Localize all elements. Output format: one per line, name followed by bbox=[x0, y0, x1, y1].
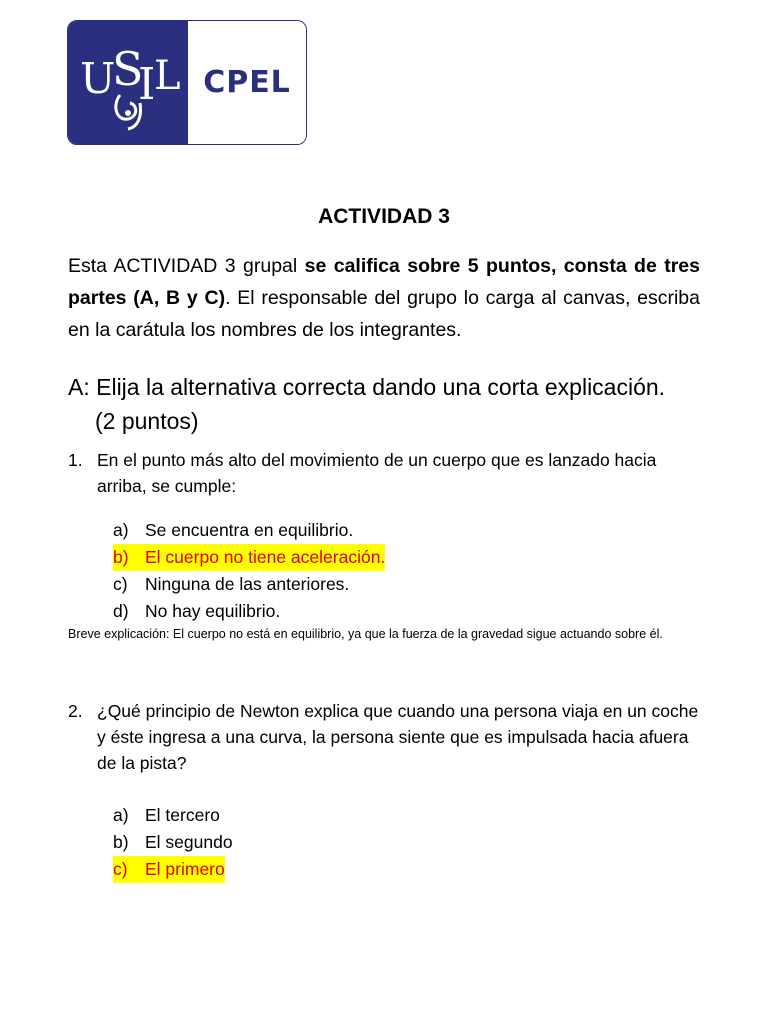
intro-text-1: Esta ACTIVIDAD 3 grupal bbox=[68, 255, 305, 277]
option-text: El cuerpo no tiene aceleración. bbox=[145, 547, 386, 567]
question-text: ¿Qué principio de Newton explica que cuando una persona viaja en un coche y éste ingresa a una curva, la persona siente que es impulsada hacia afuera de la pista? bbox=[97, 701, 699, 773]
question-1 bbox=[68, 447, 708, 499]
question-1-options bbox=[113, 517, 385, 625]
question-1-explanation: Breve explicación: El cuerpo no está en equilibrio, ya que la fuerza de la gravedad sigue actuando sobre él. bbox=[68, 627, 663, 641]
question-2 bbox=[68, 698, 708, 776]
option-c-highlighted bbox=[113, 856, 225, 883]
option-text: El tercero bbox=[145, 805, 220, 825]
option-text: El segundo bbox=[145, 832, 233, 852]
option-b bbox=[113, 829, 233, 856]
svg-text:S: S bbox=[112, 42, 144, 96]
svg-text:U: U bbox=[80, 54, 116, 103]
option-b-highlighted bbox=[113, 544, 385, 571]
option-text: Ninguna de las anteriores. bbox=[145, 574, 350, 594]
section-a-heading bbox=[68, 370, 708, 438]
cpel-wordmark bbox=[188, 21, 306, 144]
intro-text-bold: se califica sobre 5 puntos, consta de tres partes (A, B y C) bbox=[68, 255, 700, 309]
option-letter: c) bbox=[113, 859, 128, 879]
option-letter: a) bbox=[113, 805, 129, 825]
option-c bbox=[113, 571, 349, 598]
page-title: ACTIVIDAD 3 bbox=[318, 205, 450, 228]
option-letter: b) bbox=[113, 547, 129, 567]
option-letter: c) bbox=[113, 574, 128, 594]
option-letter: d) bbox=[113, 601, 129, 621]
option-a bbox=[113, 517, 353, 544]
option-text: Se encuentra en equilibrio. bbox=[145, 520, 354, 540]
usil-cpel-logo bbox=[67, 20, 307, 145]
question-text: En el punto más alto del movimiento de un cuerpo que es lanzado hacia arriba, se cumple: bbox=[97, 450, 657, 496]
option-text: El primero bbox=[145, 859, 225, 879]
section-a-line1: A: Elija la alternativa correcta dando una corta explicación. bbox=[68, 374, 666, 400]
question-2-options bbox=[113, 802, 233, 883]
section-a-points: (2 puntos) bbox=[95, 408, 199, 434]
option-letter: a) bbox=[113, 520, 129, 540]
svg-text:L: L bbox=[154, 53, 181, 99]
svg-text:I: I bbox=[138, 59, 156, 110]
intro-text-2: . El responsable del grupo lo carga al canvas, escriba en la carátula los nombres de los integrantes. bbox=[68, 287, 700, 341]
intro-paragraph bbox=[68, 250, 700, 346]
usil-monogram-icon bbox=[68, 21, 188, 145]
question-number: 1. bbox=[68, 450, 83, 470]
option-a bbox=[113, 802, 220, 829]
usil-logo-mark bbox=[68, 21, 188, 144]
option-letter: b) bbox=[113, 832, 129, 852]
option-d bbox=[113, 598, 280, 625]
question-number: 2. bbox=[68, 701, 83, 721]
cpel-text: CPEL bbox=[203, 65, 291, 100]
option-text: No hay equilibrio. bbox=[145, 601, 281, 621]
